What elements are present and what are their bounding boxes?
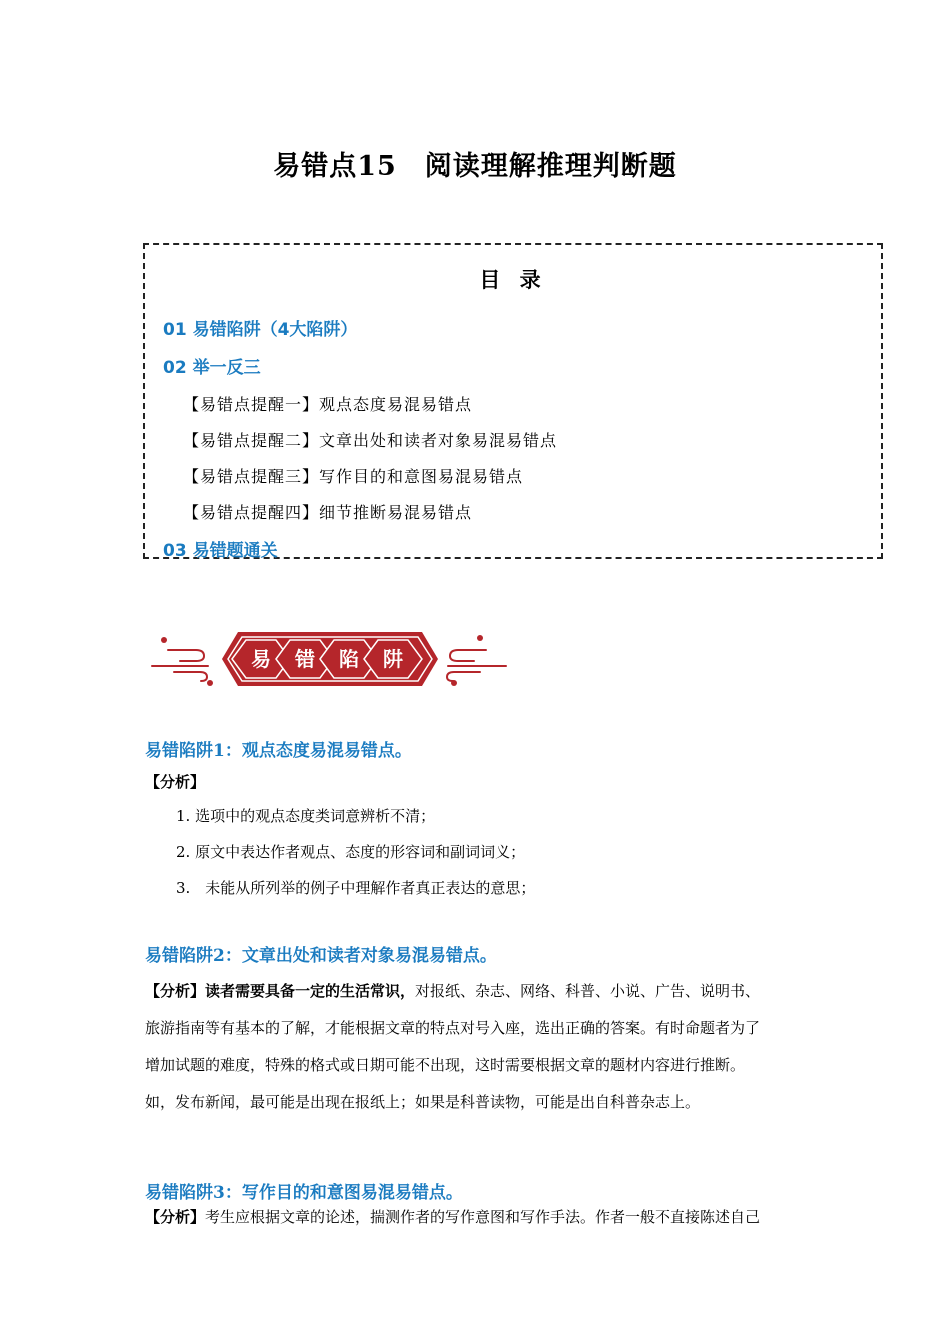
toc-subitem-3[interactable]: 【易错点提醒三】写作目的和意图易混易错点 (183, 467, 524, 486)
toc-heading: 目 录 (479, 267, 547, 292)
right-swirl-decoration (447, 650, 506, 681)
dot-decoration (451, 680, 457, 686)
trap-3-analysis-label: 【分析】 (145, 1208, 206, 1226)
trap-1-point-1: 1. 选项中的观点态度类词意辨析不清； (176, 807, 436, 825)
toc-item-examples[interactable]: 02 举一反三 (163, 358, 261, 378)
trap-1-analysis-label: 【分析】 (145, 773, 206, 791)
left-swirl-decoration (152, 650, 208, 681)
trap-1-point-3: 3. 未能从所列举的例子中理解作者真正表达的意思； (176, 879, 536, 897)
trap-2-paragraph-line-1 (145, 980, 760, 1001)
toc-subitem-2[interactable]: 【易错点提醒二】文章出处和读者对象易混易错点 (183, 431, 558, 450)
toc-item-traps[interactable]: 01 易错陷阱（4大陷阱） (163, 320, 358, 340)
trap-1-point-2: 2. 原文中表达作者观点、态度的形容词和副词词义； (176, 843, 526, 861)
trap-3-title: 易错陷阱3：写作目的和意图易混易错点。 (145, 1183, 463, 1203)
banner-char: 陷 (339, 647, 359, 671)
toc-subitem-4[interactable]: 【易错点提醒四】细节推断易混易错点 (183, 503, 473, 522)
trap-3-text: 考生应根据文章的论述，揣测作者的写作意图和写作手法。作者一般不直接陈述自己 (205, 1208, 761, 1226)
toc-item-exercises[interactable]: 03 易错题通关 (163, 541, 278, 561)
banner-char: 错 (295, 647, 315, 671)
banner-char: 阱 (383, 647, 403, 671)
trap-2-text: 对报纸、杂志、网络、科普、小说、广告、说明书、 (415, 982, 761, 1000)
trap-2-title: 易错陷阱2：文章出处和读者对象易混易错点。 (145, 946, 497, 966)
trap-banner (150, 628, 508, 690)
trap-3-paragraph-line-1 (145, 1206, 760, 1227)
banner-char: 易 (251, 647, 271, 671)
trap-2-paragraph-line-2: 旅游指南等有基本的了解，才能根据文章的特点对号入座，选出正确的答案。有时命题者为了 (145, 1019, 761, 1037)
toc-subitem-1[interactable]: 【易错点提醒一】观点态度易混易错点 (183, 395, 473, 414)
trap-2-analysis-label: 【分析】 (145, 982, 206, 1000)
trap-2-bold-lead: 读者需要具备一定的生活常识， (205, 982, 416, 1000)
dot-decoration (207, 680, 213, 686)
trap-2-paragraph-line-3: 增加试题的难度，特殊的格式或日期可能不出现，这时需要根据文章的题材内容进行推断。 (145, 1056, 746, 1074)
page-title: 易错点15 阅读理解推理判断题 (273, 151, 677, 182)
dot-decoration (477, 635, 483, 641)
trap-1-title: 易错陷阱1：观点态度易混易错点。 (145, 741, 412, 761)
dot-decoration (161, 637, 167, 643)
trap-2-paragraph-line-4: 如，发布新闻，最可能是出现在报纸上；如果是科普读物，可能是出自科普杂志上。 (145, 1093, 701, 1111)
